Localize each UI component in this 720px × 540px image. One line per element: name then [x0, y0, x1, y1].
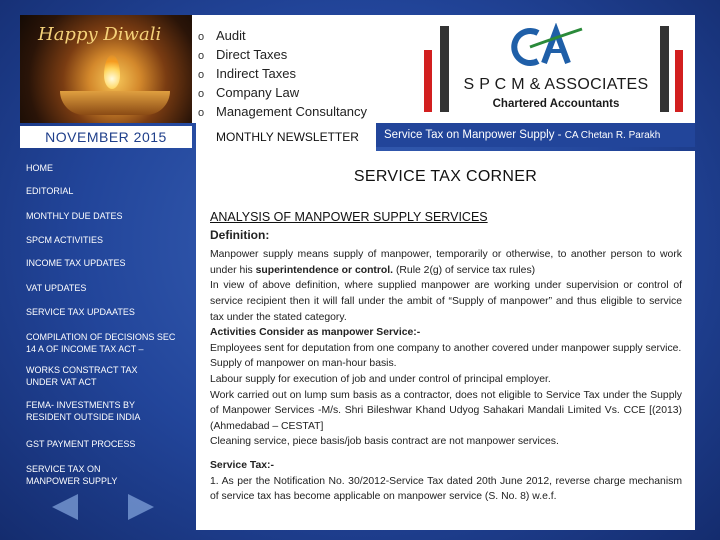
activity-item: Employees sent for deputation from one company to another covered under manpower supply service. [210, 342, 682, 354]
service-item: o Direct Taxes [198, 46, 367, 65]
sidebar-item-works-contract[interactable]: WORKS CONSTRACT TAX UNDER VAT ACT [26, 365, 138, 387]
sidebar-item-activities[interactable]: SPCM ACTIVITIES [26, 235, 104, 245]
decor-bar-dark [440, 26, 449, 112]
bullet-icon: o [198, 88, 205, 100]
flame-icon [104, 55, 120, 89]
service-item: o Management Consultancy [198, 103, 367, 122]
sidebar-item-gst[interactable]: GST PAYMENT PROCESS [26, 439, 136, 449]
issue-month: NOVEMBER 2015 [20, 126, 192, 148]
service-tax-point: 1. As per the Notification No. 30/2012-Service Tax dated 20th June 2012, reverse charge mechanism of service tax has become applicable on manpower service (S. No. 8) w.e.f. [210, 475, 682, 503]
services-list [198, 27, 367, 122]
bullet-icon: o [198, 69, 205, 81]
author-name: CA Chetan R. Parakh [564, 130, 661, 141]
sidebar-nav [20, 152, 192, 530]
activities-label: Activities Consider as manpower Service:- [210, 327, 421, 339]
decor-bar-dark [660, 26, 669, 112]
activity-item: Supply of manpower on man-hour basis. [210, 358, 397, 370]
bullet-icon: o [198, 107, 205, 119]
definition-label: Definition: [210, 227, 270, 242]
diya-icon [60, 91, 170, 115]
sidebar-item-service-tax[interactable]: SERVICE TAX UPDAATES [26, 307, 135, 317]
sidebar-item-compilation[interactable]: COMPILATION OF DECISIONS SEC 14 A OF INCOME TAX ACT – [26, 332, 176, 354]
diwali-greeting: Happy Diwali [38, 24, 162, 45]
decor-bar-red [424, 50, 432, 112]
newsletter-label: MONTHLY NEWSLETTER [196, 123, 376, 151]
decor-bar-red [675, 50, 683, 112]
service-item: o Audit [198, 27, 367, 46]
definition-explanation: In view of above definition, where supplied manpower are working under supervision or control of service recipient then it will fall under the ambit of “Supply of manpower” and thus eligible to service tax under the stated category. [210, 280, 682, 323]
section-title: SERVICE TAX CORNER [353, 168, 538, 185]
sidebar-item-fema[interactable]: FEMA- INVESTMENTS BY RESIDENT OUTSIDE INDIA [26, 400, 141, 422]
sidebar-item-home[interactable]: HOME [26, 163, 53, 173]
firm-subtitle: Chartered Accountants [492, 98, 620, 110]
sidebar-item-vat[interactable]: VAT UPDATES [26, 283, 87, 293]
activity-item: Labour supply for execution of job and under control of principal employer. [210, 373, 551, 385]
definition-text: Manpower supply means supply of manpower, temporarily or otherwise, to another person to work under his superintendence or control. (Rule 2(g) of service tax rules) [210, 249, 682, 276]
activity-item: Work carried out on lump sum basis as a contractor, does not eligible to Service Tax under the Supply of Manpower Services -M/s. Shri Bileshwar Khand Udyog Sahakari Mandali Limited Vs. CCE [(2013) (Ahmedabad – CESTAT] [210, 389, 682, 432]
previous-arrow-icon[interactable] [48, 492, 80, 522]
article-heading: ANALYSIS OF MANPOWER SUPPLY SERVICES [210, 210, 488, 224]
sidebar-item-income-tax[interactable]: INCOME TAX UPDATES [26, 258, 126, 268]
bullet-icon: o [198, 50, 205, 62]
next-arrow-icon[interactable] [126, 492, 158, 522]
bullet-icon: o [198, 31, 205, 43]
service-item: o Indirect Taxes [198, 65, 367, 84]
sidebar-item-editorial[interactable]: EDITORIAL [26, 186, 74, 196]
sidebar-item-manpower[interactable]: SERVICE TAX ON MANPOWER SUPPLY [26, 464, 118, 486]
diwali-image [20, 15, 192, 123]
ca-logo-icon [500, 23, 590, 71]
article-body [210, 210, 682, 505]
activity-item: Cleaning service, piece basis/job basis contract are not manpower services. [210, 436, 559, 448]
spacer [210, 450, 682, 458]
service-tax-label: Service Tax:- [210, 459, 274, 471]
service-item: o Company Law [198, 84, 367, 103]
article-topic: Service Tax on Manpower Supply - CA Chetan R. Parakh [376, 123, 695, 147]
sidebar-item-due-dates[interactable]: MONTHLY DUE DATES [26, 211, 123, 221]
firm-name: S P C M & ASSOCIATES [463, 76, 649, 93]
